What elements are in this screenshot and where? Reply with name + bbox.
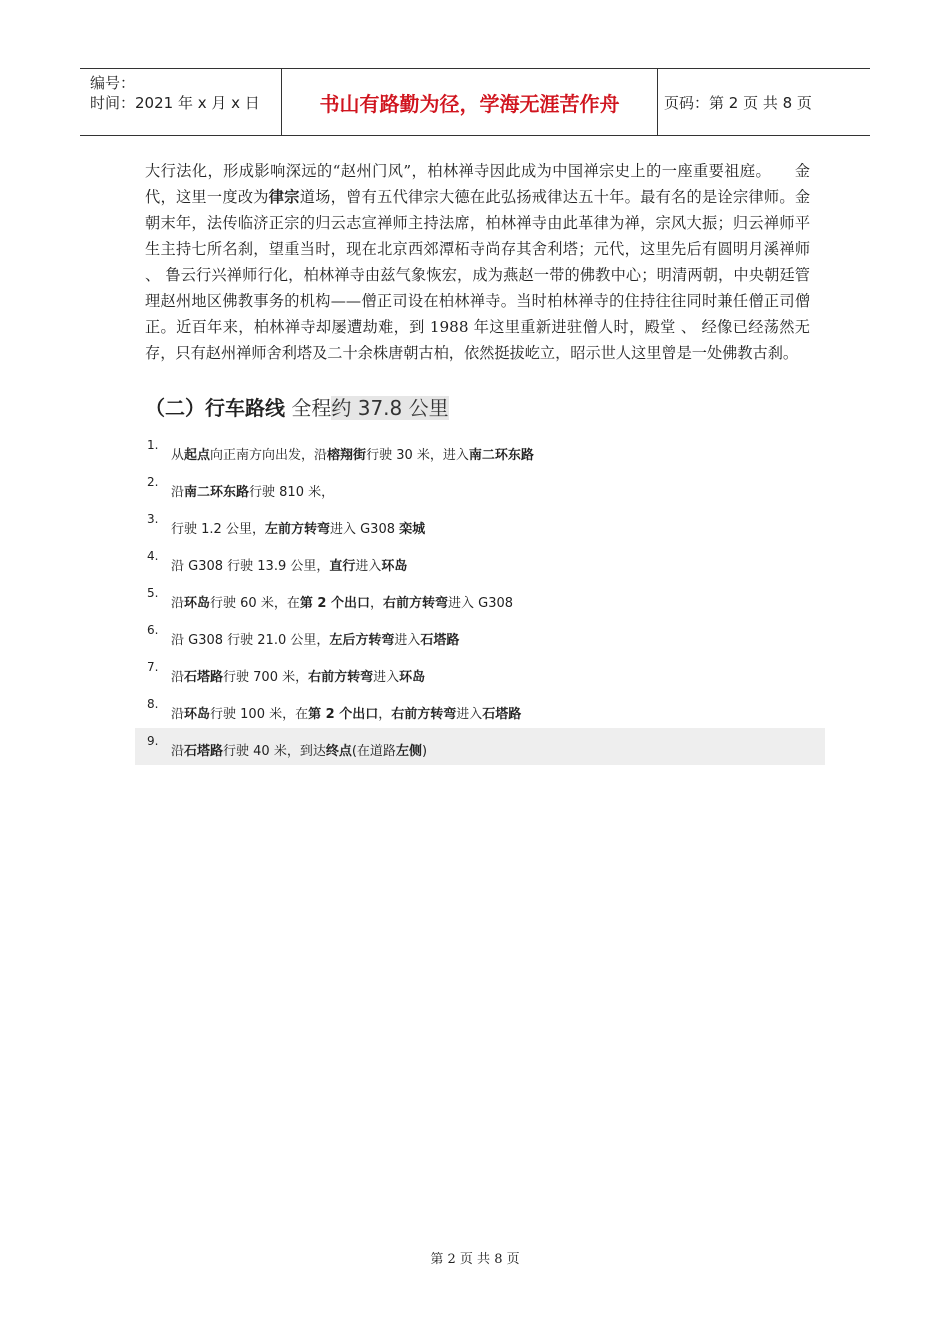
route-list [135,432,825,765]
route-step-emphasis: 石塔路 [184,670,224,685]
route-step [135,543,825,580]
route-step-fragment: 进入 [394,633,421,648]
route-step-fragment: 行驶 30 米，进入 [366,448,469,463]
route-step-fragment: 行驶 40 米，到达 [223,744,326,759]
route-step-number: 8. [147,697,159,711]
route-step-text [171,629,459,648]
route-step-number: 2. [147,475,159,489]
section-title: （二）行车路线 [145,396,285,420]
route-step-emphasis: 直行 [329,559,356,574]
route-step-emphasis: 环岛 [381,559,408,574]
route-step-fragment: 向正南方向出发，沿 [210,448,328,463]
route-step-fragment: 行驶 1.2 公里， [171,522,265,537]
route-step-text [171,555,407,574]
body-paragraph [145,158,810,366]
route-step-number: 1. [147,438,159,452]
route-step [135,617,825,654]
route-step [135,654,825,691]
route-step-text [171,740,427,759]
route-step-emphasis: 第 2 个出口 [299,596,370,611]
route-step-fragment: 沿 [171,744,185,759]
route-step [135,469,825,506]
route-step-fragment: 沿 G308 行驶 21.0 公里， [171,633,330,648]
body-text-bold: 律宗 [268,188,300,206]
route-step-fragment: 行驶 100 米，在 [210,707,309,722]
section-distance-highlight: 约 37.8 公里 [331,396,449,420]
route-step-fragment: 沿 G308 行驶 13.9 公里， [171,559,330,574]
route-step-text [171,444,534,463]
route-step-emphasis: 石塔路 [482,707,522,722]
route-step-emphasis: 左后方转弯 [329,633,395,648]
route-step-fragment: 沿 [171,596,185,611]
route-step-fragment: 进入 [456,707,483,722]
route-step-text [171,518,425,537]
route-step-emphasis: 榕翔街 [327,448,367,463]
route-step-emphasis: 起点 [184,448,211,463]
route-step-fragment: 沿 [171,670,185,685]
route-step [135,506,825,543]
route-step-fragment: 进入 G308 [329,522,400,537]
body-text-part-2: 道场，曾有五代律宗大德在此弘扬戒律达五十年。最有名的是诠宗律师。金朝末年，法传临济正宗的归云志宣禅师主持法席，柏林禅寺由此革律为禅，宗风大振；归云禅师平生主持七所名刹，望重当时，现在北京西郊潭柘寺尚存其舍利塔；元代，这里先后有圆明月溪禅师 、 鲁云行兴禅师行化，柏林禅寺由兹气象恢宏，成为燕赵一带的佛教中心；明清两朝，中央朝廷管理赵州地区佛教事务的机构——僧正司设在柏林禅寺。当时柏林禅寺的住持往往同时兼任僧正司僧正。近百年来，柏林禅寺却屡遭劫难，到 1988 年这里重新进驻僧人时，殿堂 、 经像已经荡然无存，只有赵州禅师舍利塔及二十余株唐朝古柏，依然挺拔屹立，昭示世人这里曾是一处佛教古刹。 [145,188,811,362]
route-step-emphasis: 左前方转弯 [264,522,330,537]
section-heading [145,394,449,422]
route-step [135,580,825,617]
route-step-text [171,666,425,685]
route-step-fragment: 沿 [171,485,185,500]
route-step [135,691,825,728]
route-step [135,432,825,469]
route-step-text [171,703,521,722]
route-step-number: 6. [147,623,159,637]
route-step-emphasis: 栾城 [399,522,426,537]
route-step-number: 7. [147,660,159,674]
route-step-emphasis: 石塔路 [184,744,224,759]
route-step-fragment: 进入 [355,559,382,574]
route-step-fragment: ， [369,596,383,611]
route-step-emphasis: 右前方转弯 [308,670,374,685]
route-step-fragment: 进入 G308 [447,596,514,611]
route-step-emphasis: 右前方转弯 [382,596,448,611]
route-step-emphasis: 左侧 [395,744,422,759]
route-step-text [171,592,513,611]
route-step-emphasis: 石塔路 [420,633,460,648]
page-footer: 第 2 页 共 8 页 [430,1252,520,1267]
route-step-number: 3. [147,512,159,526]
route-step-emphasis: 南二环东路 [184,485,250,500]
route-step-emphasis: 南二环东路 [468,448,534,463]
route-step-emphasis: 环岛 [399,670,426,685]
route-step-fragment: 行驶 810 米， [249,485,335,500]
route-step-emphasis: 环岛 [184,596,211,611]
document-number-label: 编号： [90,74,136,92]
route-step-fragment: ) [421,744,428,759]
route-step-emphasis: 右前方转弯 [391,707,457,722]
route-step-emphasis: 终点 [325,744,352,759]
route-step-fragment: 进入 [373,670,400,685]
route-step-fragment: 行驶 700 米， [223,670,309,685]
route-step-fragment: 从 [171,448,185,463]
route-step-number: 9. [147,734,159,748]
header-page-info: 页码：第 2 页 共 8 页 [664,93,812,112]
route-step-fragment: 沿 [171,707,185,722]
route-step-number: 5. [147,586,159,600]
route-step-fragment: ， [378,707,392,722]
page-header [80,68,870,136]
section-distance-prefix: 全程 [291,396,332,420]
route-step-fragment: (在道路 [351,744,396,759]
header-meta [80,69,282,135]
route-step-fragment: 行驶 60 米，在 [210,596,300,611]
route-step-emphasis: 第 2 个出口 [308,707,379,722]
route-step-text [171,481,334,500]
route-step [135,728,825,765]
route-step-number: 4. [147,549,159,563]
body-text-part-1: 大行法化，形成影响深远的“赵州门风”，柏林禅寺因此成为中国禅宗史上的一座重要祖庭。 金代，这里一度改为 [145,162,810,206]
route-step-emphasis: 环岛 [184,707,211,722]
header-motto: 书山有路勤为径，学海无涯苦作舟 [282,69,658,135]
document-date-label: 时间：2021 年 x 月 x 日 [90,94,260,112]
